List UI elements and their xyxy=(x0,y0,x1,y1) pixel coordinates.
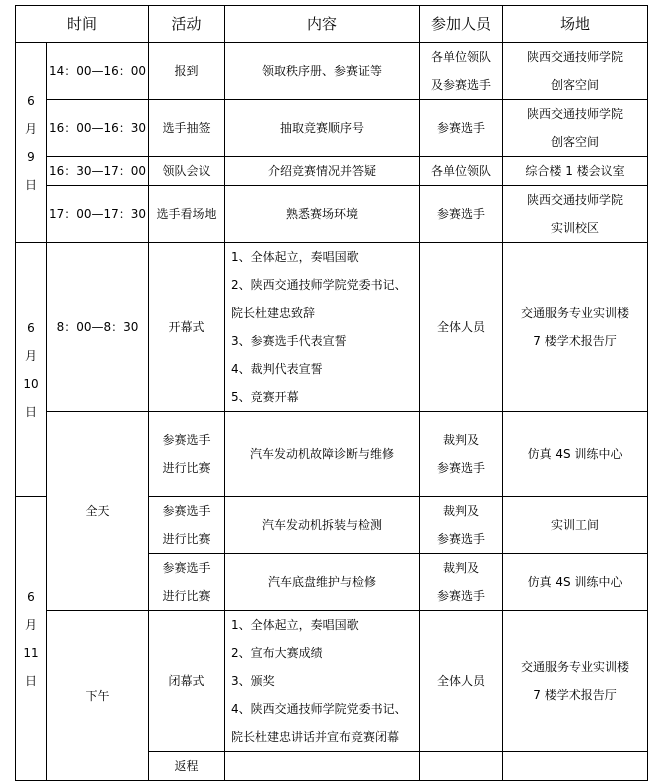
time-cell: 16：00—16：30 xyxy=(47,100,149,157)
venue-cell: 交通服务专业实训楼 7 楼学术报告厅 xyxy=(503,611,648,752)
time-cell: 16：30—17：00 xyxy=(47,157,149,186)
header-participants: 参加人员 xyxy=(420,6,503,43)
venue-cell: 综合楼 1 楼会议室 xyxy=(503,157,648,186)
time-cell: 下午 xyxy=(47,611,149,781)
time-cell: 17：00—17：30 xyxy=(47,186,149,243)
header-time: 时间 xyxy=(16,6,149,43)
activity-cell: 返程 xyxy=(149,752,225,781)
table-row xyxy=(16,412,648,497)
time-cell: 全天 xyxy=(47,412,149,611)
activity-cell: 参赛选手 进行比赛 xyxy=(149,497,225,554)
participants-cell: 裁判及 参赛选手 xyxy=(420,497,503,554)
venue-cell: 仿真 4S 训练中心 xyxy=(503,554,648,611)
content-cell xyxy=(225,752,420,781)
venue-cell: 陕西交通技师学院 实训校区 xyxy=(503,186,648,243)
participants-cell: 裁判及 参赛选手 xyxy=(420,554,503,611)
venue-cell xyxy=(503,752,648,781)
activity-cell: 开幕式 xyxy=(149,243,225,412)
day-cell-jun10: 6 月 10 日 xyxy=(16,243,47,497)
venue-cell: 陕西交通技师学院 创客空间 xyxy=(503,43,648,100)
header-venue: 场地 xyxy=(503,6,648,43)
activity-cell: 报到 xyxy=(149,43,225,100)
activity-cell: 选手抽签 xyxy=(149,100,225,157)
header-row xyxy=(16,6,648,43)
activity-cell: 参赛选手 进行比赛 xyxy=(149,412,225,497)
time-cell: 8：00—8：30 xyxy=(47,243,149,412)
participants-cell: 各单位领队 xyxy=(420,157,503,186)
day-cell-jun11: 6 月 11 日 xyxy=(16,497,47,781)
table-row xyxy=(16,43,648,100)
participants-cell: 裁判及 参赛选手 xyxy=(420,412,503,497)
activity-cell: 选手看场地 xyxy=(149,186,225,243)
participants-cell: 全体人员 xyxy=(420,243,503,412)
content-cell: 汽车发动机故障诊断与维修 xyxy=(225,412,420,497)
content-cell: 汽车底盘维护与检修 xyxy=(225,554,420,611)
header-content: 内容 xyxy=(225,6,420,43)
table-row xyxy=(16,611,648,752)
table-row xyxy=(16,243,648,412)
content-cell: 领取秩序册、参赛证等 xyxy=(225,43,420,100)
table-row xyxy=(16,100,648,157)
participants-cell xyxy=(420,752,503,781)
content-cell: 熟悉赛场环境 xyxy=(225,186,420,243)
content-cell: 1、全体起立，奏唱国歌 2、宣布大赛成绩 3、颁奖 4、陕西交通技师学院党委书记、 院长杜建忠讲话并宣布竞赛闭幕 xyxy=(225,611,420,752)
participants-cell: 参赛选手 xyxy=(420,100,503,157)
schedule-table xyxy=(15,5,648,781)
header-activity: 活动 xyxy=(149,6,225,43)
participants-cell: 参赛选手 xyxy=(420,186,503,243)
participants-cell: 全体人员 xyxy=(420,611,503,752)
venue-cell: 陕西交通技师学院 创客空间 xyxy=(503,100,648,157)
content-cell: 介绍竞赛情况并答疑 xyxy=(225,157,420,186)
activity-cell: 参赛选手 进行比赛 xyxy=(149,554,225,611)
venue-cell: 交通服务专业实训楼 7 楼学术报告厅 xyxy=(503,243,648,412)
participants-cell: 各单位领队 及参赛选手 xyxy=(420,43,503,100)
content-cell: 抽取竞赛顺序号 xyxy=(225,100,420,157)
activity-cell: 领队会议 xyxy=(149,157,225,186)
table-row xyxy=(16,157,648,186)
activity-cell: 闭幕式 xyxy=(149,611,225,752)
time-cell: 14：00—16：00 xyxy=(47,43,149,100)
content-cell: 汽车发动机拆装与检测 xyxy=(225,497,420,554)
venue-cell: 实训工间 xyxy=(503,497,648,554)
table-row xyxy=(16,186,648,243)
day-cell-jun9: 6 月 9 日 xyxy=(16,43,47,243)
content-cell: 1、全体起立，奏唱国歌 2、陕西交通技师学院党委书记、 院长杜建忠致辞 3、参赛选手代表宣誓 4、裁判代表宣誓 5、竞赛开幕 xyxy=(225,243,420,412)
venue-cell: 仿真 4S 训练中心 xyxy=(503,412,648,497)
